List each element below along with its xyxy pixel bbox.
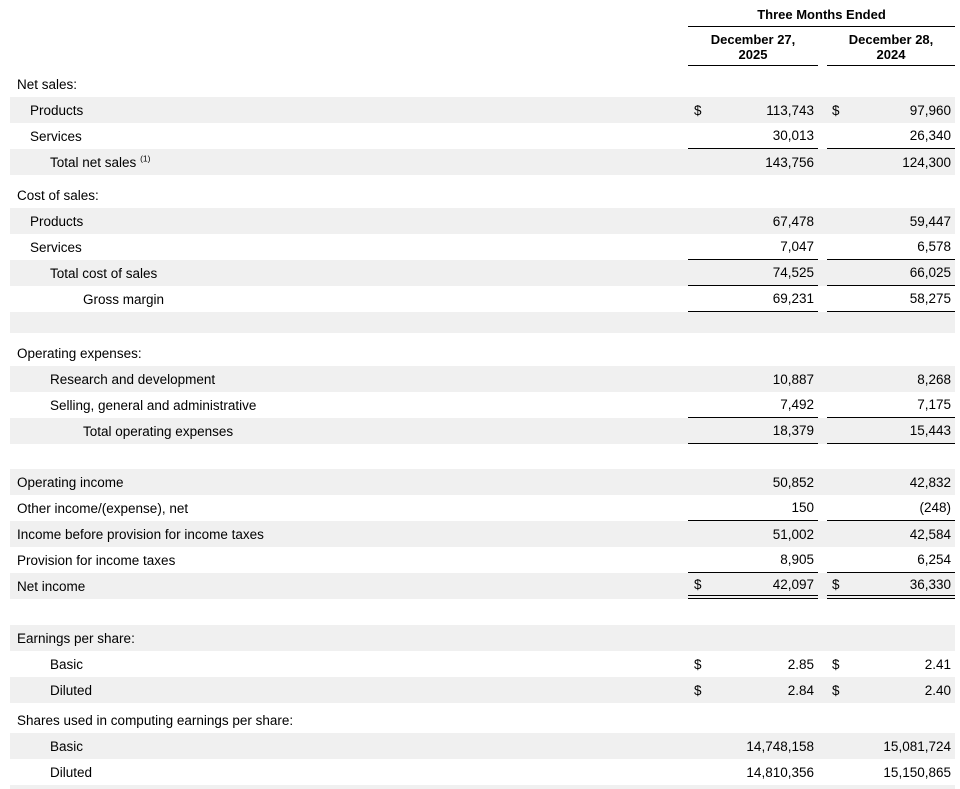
column-gap: [818, 123, 827, 149]
amount-value: 7,492: [780, 397, 814, 412]
column-gap: [818, 469, 827, 495]
column-header-prior-period: [827, 30, 955, 66]
table-header: [10, 0, 955, 71]
column-gap: [818, 182, 827, 208]
financial-statement-table: [10, 0, 955, 789]
column-header-date-line2: 2024: [876, 47, 906, 62]
row-label: Research and development: [50, 371, 216, 387]
table-row: [10, 469, 955, 495]
amount-cell-prior-period: [827, 707, 955, 733]
amount-cell-prior-period: [827, 71, 955, 97]
amount-cell-prior-period: [827, 469, 955, 495]
column-gap: [818, 392, 827, 418]
amount-cell-current-period: [688, 392, 818, 418]
amount-cell-prior-period: [827, 418, 955, 444]
amount-cell-current-period: [688, 260, 818, 286]
amount-value: 42,584: [909, 526, 951, 542]
row-label: Net income: [17, 578, 86, 594]
amount-cell-current-period: [688, 208, 818, 234]
amount-cell-prior-period: [827, 260, 955, 286]
column-gap: [818, 340, 827, 366]
amount-cell-current-period: [688, 759, 818, 785]
period-ended-label: Three Months Ended: [688, 7, 955, 27]
amount-cell-current-period: [688, 123, 818, 149]
column-gap: [818, 677, 827, 703]
amount-value: 8,905: [780, 552, 814, 567]
date-column-headers: [688, 30, 955, 66]
column-gap: [818, 521, 827, 547]
amount-cell-prior-period: [827, 286, 955, 312]
spacer-row: [10, 333, 955, 340]
amount-value: 97,960: [909, 102, 951, 118]
table-row: [10, 547, 955, 573]
amount-cell-current-period: [688, 707, 818, 733]
row-label: Provision for income taxes: [17, 552, 176, 568]
column-header-date-line1: December 27,: [710, 32, 796, 47]
amount-value: 6,578: [917, 239, 951, 254]
dollar-sign: $: [832, 102, 840, 118]
amount-value: 150: [791, 500, 814, 515]
column-gap: [818, 97, 827, 123]
amount-value: 15,150,865: [883, 764, 951, 780]
row-label: Services: [30, 128, 82, 144]
amount-value: 7,047: [780, 239, 814, 254]
amount-cell-current-period: [688, 340, 818, 366]
amount-cell-prior-period: [827, 340, 955, 366]
table-row: [10, 677, 955, 703]
row-label: Products: [30, 102, 84, 118]
amount-value: 18,379: [772, 423, 814, 438]
amount-cell-current-period: [688, 234, 818, 260]
table-row: [10, 495, 955, 521]
amount-cell-prior-period: [827, 759, 955, 785]
amount-cell-prior-period: [827, 733, 955, 759]
amount-value: 74,525: [772, 265, 814, 280]
amount-cell-current-period: [688, 733, 818, 759]
amount-cell-prior-period: [827, 149, 955, 175]
section-header-row: [10, 340, 955, 366]
period-columns-header: [688, 0, 955, 71]
amount-cell-current-period: [688, 573, 818, 599]
amount-cell-prior-period: [827, 97, 955, 123]
row-label: Basic: [50, 738, 84, 754]
row-label: Net sales:: [17, 76, 78, 92]
column-gap: [818, 71, 827, 97]
amount-value: 14,748,158: [746, 738, 814, 754]
row-label: Cost of sales:: [17, 187, 99, 203]
amount-value: 10,887: [772, 371, 814, 387]
table-row: [10, 366, 955, 392]
amount-value: 15,081,724: [883, 738, 951, 754]
amount-value: (248): [919, 500, 951, 515]
amount-cell-prior-period: [827, 234, 955, 260]
spacer-row: [10, 785, 955, 789]
amount-value: 66,025: [909, 265, 951, 280]
table-row: [10, 234, 955, 260]
amount-cell-current-period: [688, 469, 818, 495]
column-gap: [818, 286, 827, 312]
amount-cell-current-period: [688, 625, 818, 651]
amount-cell-current-period: [688, 71, 818, 97]
row-label: Total net sales $^{(1)}$: [50, 154, 151, 170]
dollar-sign: $: [832, 682, 840, 698]
amount-value: 6,254: [917, 552, 951, 567]
table-row: [10, 651, 955, 677]
row-label: Selling, general and administrative: [50, 397, 257, 413]
amount-cell-prior-period: [827, 392, 955, 418]
dollar-sign: $: [694, 576, 702, 592]
amount-value: 2.41: [924, 656, 951, 672]
amount-cell-current-period: [688, 651, 818, 677]
column-gap: [818, 651, 827, 677]
spacer-row: [10, 312, 955, 333]
row-label: Earnings per share:: [17, 630, 135, 646]
amount-value: 14,810,356: [746, 764, 814, 780]
column-header-current-period: [688, 30, 818, 66]
amount-cell-prior-period: [827, 625, 955, 651]
amount-cell-current-period: [688, 286, 818, 312]
amount-cell-current-period: [688, 677, 818, 703]
spacer-row: [10, 599, 955, 625]
table-row: [10, 97, 955, 123]
table-row: [10, 521, 955, 547]
amount-cell-current-period: [688, 149, 818, 175]
amount-cell-prior-period: [827, 182, 955, 208]
table-row: [10, 149, 955, 175]
spacer-row: [10, 444, 955, 469]
column-gap: [818, 547, 827, 573]
amount-cell-prior-period: [827, 208, 955, 234]
dollar-sign: $: [832, 656, 840, 672]
column-header-date-line2: 2025: [738, 47, 768, 62]
amount-cell-current-period: [688, 97, 818, 123]
row-label: Diluted: [50, 682, 93, 698]
row-label: Total cost of sales: [50, 265, 158, 281]
dollar-sign: $: [694, 682, 702, 698]
amount-cell-prior-period: [827, 366, 955, 392]
row-label: Shares used in computing earnings per share:: [17, 712, 294, 728]
table-row: [10, 392, 955, 418]
amount-value: 2.84: [787, 682, 814, 698]
column-gap: [818, 234, 827, 260]
column-gap: [818, 625, 827, 651]
amount-value: 50,852: [772, 474, 814, 490]
amount-value: 51,002: [772, 526, 814, 542]
table-row: [10, 733, 955, 759]
spacer-row: [10, 175, 955, 182]
section-header-row: [10, 625, 955, 651]
row-label: Diluted: [50, 764, 93, 780]
amount-value: 58,275: [909, 291, 951, 306]
row-label: Total operating expenses: [83, 423, 234, 439]
amount-value: 69,231: [772, 291, 814, 306]
amount-cell-prior-period: [827, 573, 955, 599]
row-label: Products: [30, 213, 84, 229]
amount-value: 42,832: [909, 474, 951, 490]
dollar-sign: $: [694, 656, 702, 672]
amount-value: 42,097: [772, 576, 814, 592]
column-gap: [818, 759, 827, 785]
row-label: Operating income: [17, 474, 124, 490]
dollar-sign: $: [694, 102, 702, 118]
row-label: Other income/(expense), net: [17, 500, 189, 516]
column-gap: [818, 260, 827, 286]
table-row: [10, 286, 955, 312]
amount-value: 59,447: [909, 213, 951, 229]
amount-value: 36,330: [909, 576, 951, 592]
amount-value: 30,013: [772, 128, 814, 143]
row-label: Basic: [50, 656, 84, 672]
column-gap: [818, 418, 827, 444]
column-header-date-line1: December 28,: [848, 32, 934, 47]
amount-cell-prior-period: [827, 521, 955, 547]
amount-value: 113,743: [766, 102, 814, 118]
amount-value: 2.40: [924, 682, 951, 698]
amount-cell-prior-period: [827, 123, 955, 149]
amount-value: 8,268: [917, 371, 951, 387]
row-label: Income before provision for income taxes: [17, 526, 264, 542]
section-header-row: [10, 71, 955, 97]
row-label: Operating expenses:: [17, 345, 142, 361]
amount-cell-current-period: [688, 495, 818, 521]
table-body: [10, 71, 955, 789]
amount-cell-current-period: [688, 182, 818, 208]
amount-cell-current-period: [688, 418, 818, 444]
column-gap: [818, 733, 827, 759]
amount-value: 67,478: [772, 213, 814, 229]
amount-cell-current-period: [688, 366, 818, 392]
amount-cell-current-period: [688, 547, 818, 573]
dollar-sign: $: [832, 576, 840, 592]
amount-value: 26,340: [909, 128, 951, 143]
table-row: [10, 208, 955, 234]
amount-cell-prior-period: [827, 677, 955, 703]
table-row: [10, 418, 955, 444]
column-gap: [818, 208, 827, 234]
column-gap: [818, 707, 827, 733]
column-gap: [818, 573, 827, 599]
table-row: [10, 759, 955, 785]
amount-value: 15,443: [909, 423, 951, 438]
amount-value: 143,756: [765, 154, 814, 170]
footnote-marker: (1): [140, 154, 151, 163]
amount-value: 2.85: [787, 656, 814, 672]
amount-cell-current-period: [688, 521, 818, 547]
amount-cell-prior-period: [827, 547, 955, 573]
table-row: [10, 260, 955, 286]
table-row: [10, 573, 955, 599]
amount-value: 124,300: [902, 154, 951, 170]
table-row: [10, 123, 955, 149]
section-header-row: [10, 182, 955, 208]
row-label: Services: [30, 239, 82, 255]
column-gap: [818, 366, 827, 392]
amount-value: 7,175: [917, 397, 951, 412]
section-header-row: [10, 707, 955, 733]
amount-cell-prior-period: [827, 651, 955, 677]
row-label: Gross margin: [83, 291, 165, 307]
amount-cell-prior-period: [827, 495, 955, 521]
column-gap: [818, 149, 827, 175]
column-gap: [818, 30, 827, 66]
column-gap: [818, 495, 827, 521]
